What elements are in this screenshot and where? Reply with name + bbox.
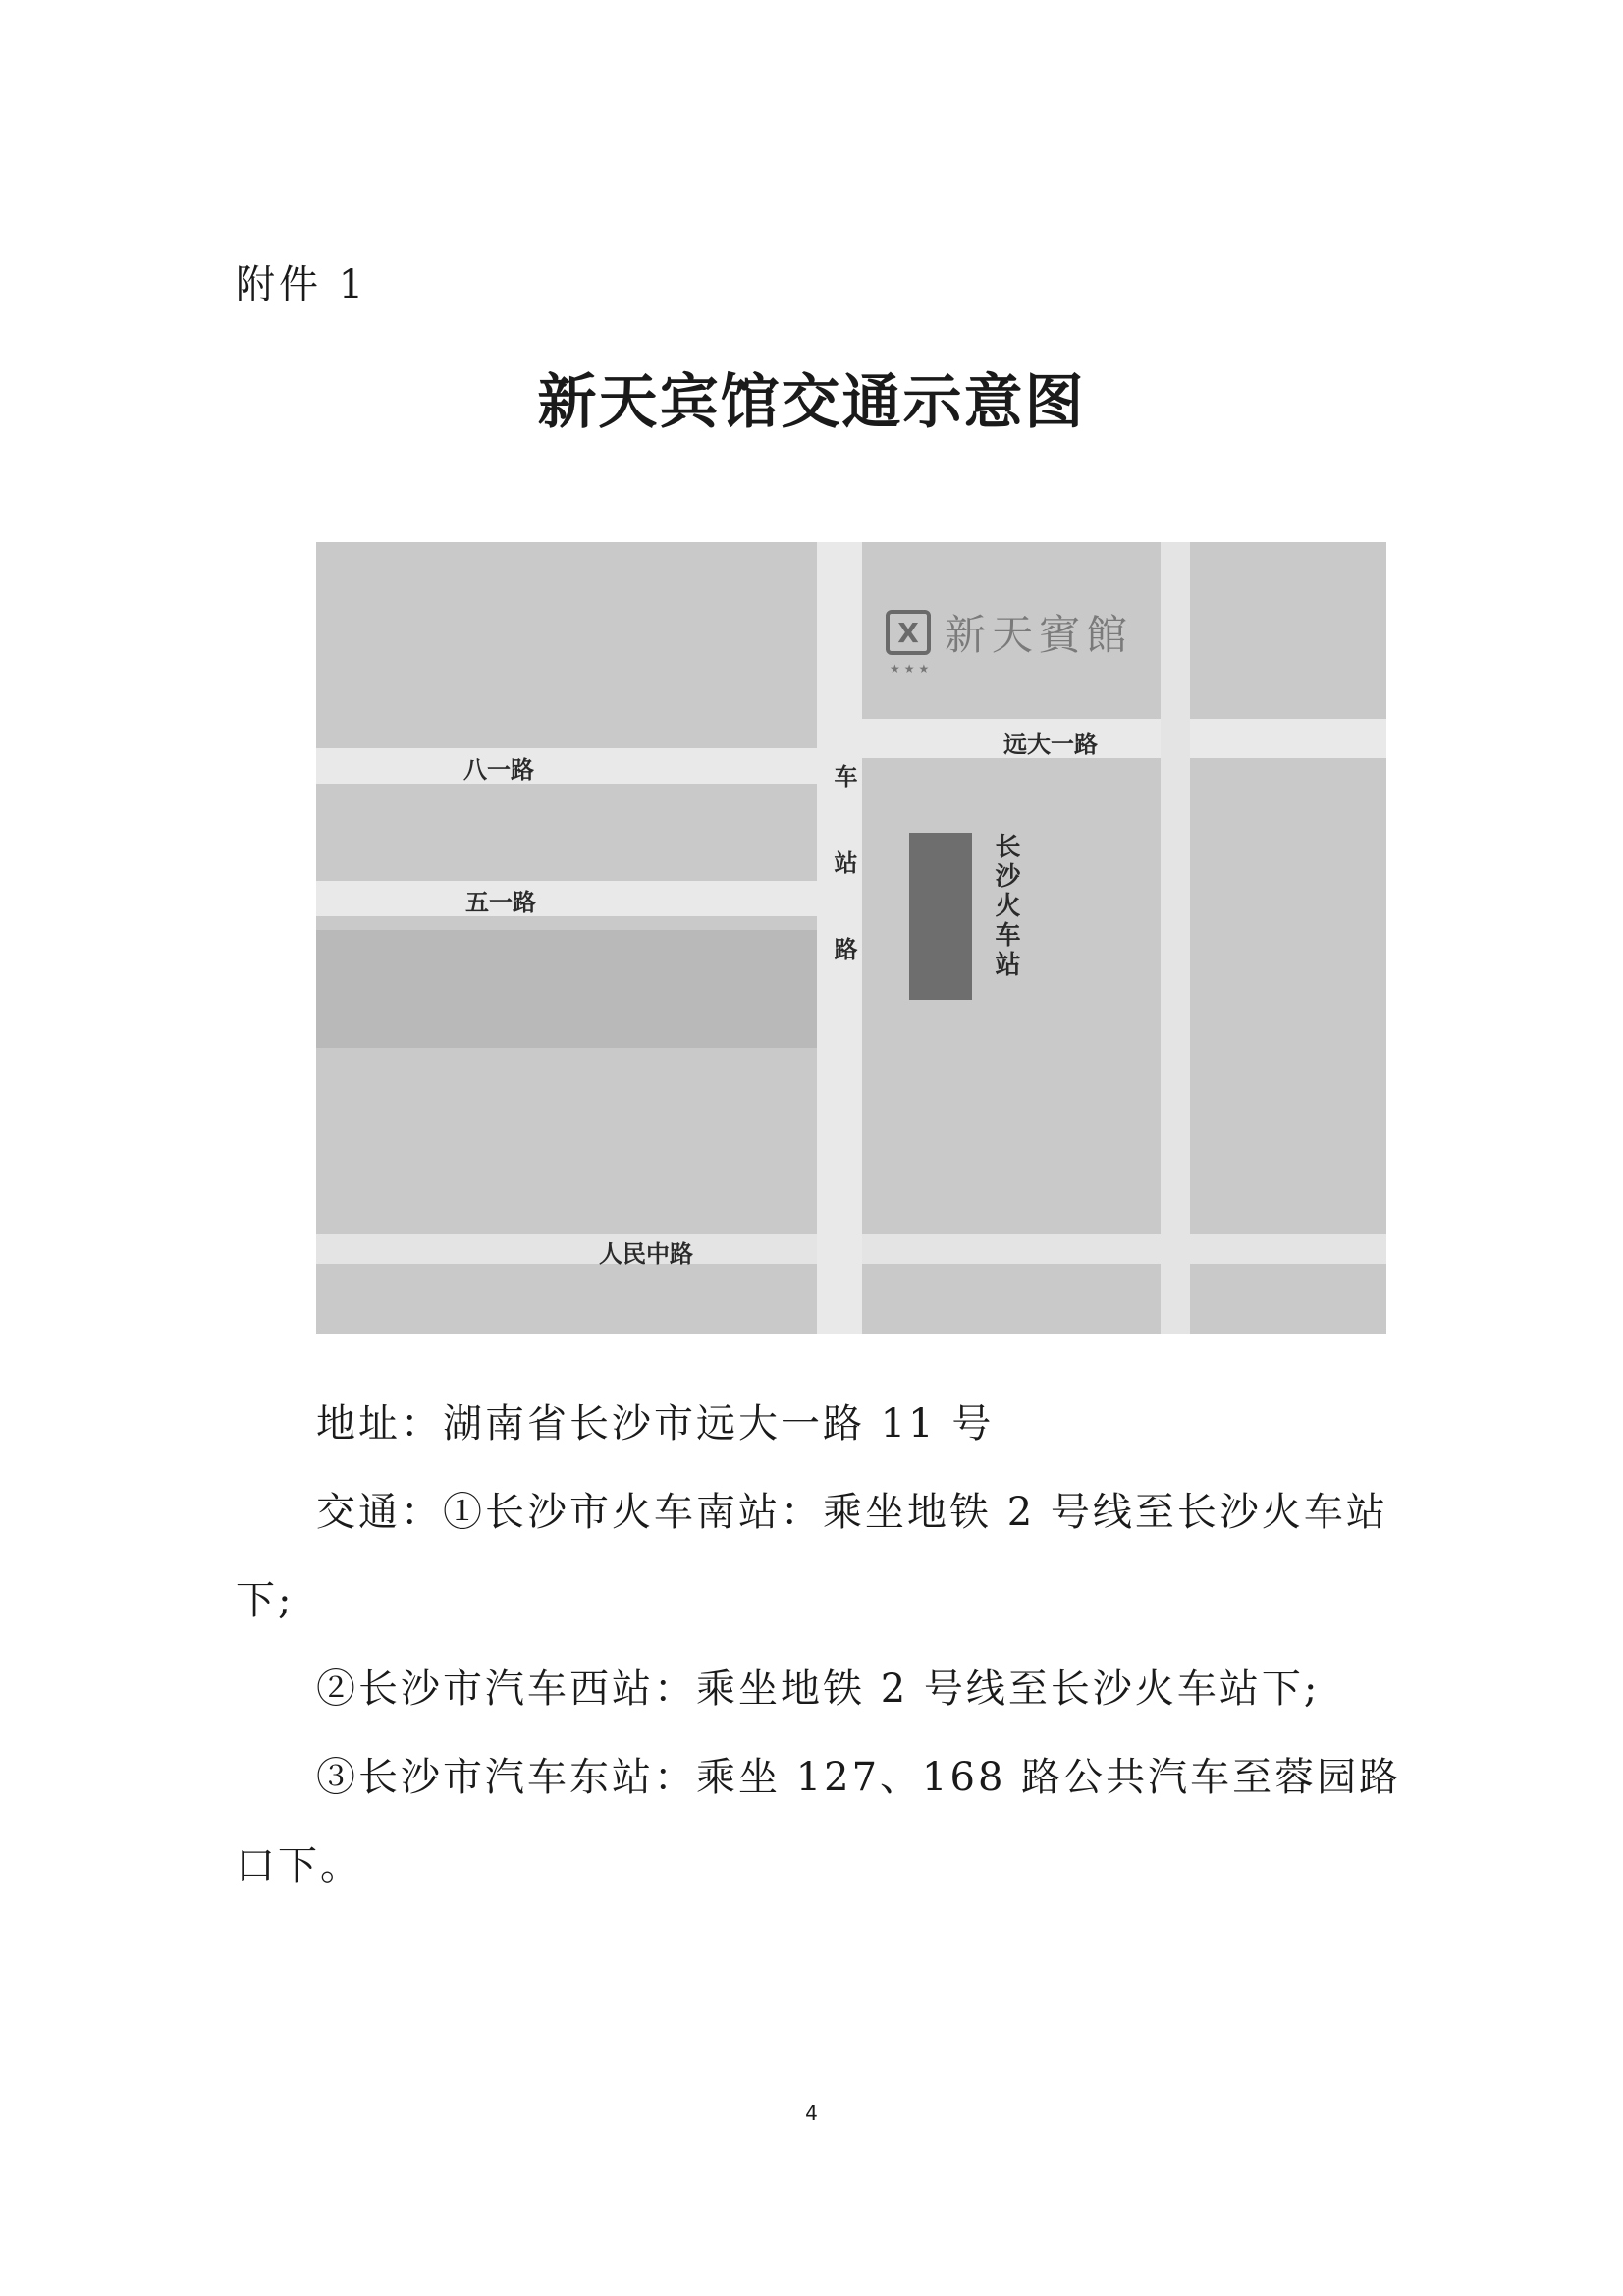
transport-line-1: 交通：①长沙市火车南站：乘坐地铁 2 号线至长沙火车站 xyxy=(316,1490,1388,1535)
hotel-logo-text: 新天賓館 xyxy=(945,611,1134,659)
document-title: 新天宾馆交通示意图 xyxy=(537,368,1086,437)
station-label: 长沙火车站 xyxy=(991,833,1020,980)
transport-line-2: ②长沙市汽车西站：乘坐地铁 2 号线至长沙火车站下; xyxy=(316,1667,1321,1712)
address-line: 地址：湖南省长沙市远大一路 11 号 xyxy=(316,1401,995,1447)
transport-line-1-continued: 下; xyxy=(236,1578,295,1623)
page-number: 4 xyxy=(805,2102,818,2125)
transport-line-3-continued: 口下。 xyxy=(236,1843,362,1888)
wuyi-road-shape xyxy=(316,881,837,916)
renmin-road-label: 人民中路 xyxy=(599,1240,693,1268)
east-road-shape xyxy=(1161,542,1190,1334)
bayi-road-shape xyxy=(316,748,837,784)
station-building xyxy=(909,833,972,1000)
yuanda-road-label: 远大一路 xyxy=(1003,731,1098,758)
bayi-road-label: 八一路 xyxy=(463,756,534,784)
wuyi-road-label: 五一路 xyxy=(465,889,536,916)
transport-line-3: ③长沙市汽车东站：乘坐 127、168 路公共汽车至蓉园路 xyxy=(316,1755,1402,1800)
hotel-stars: ★★★ xyxy=(890,662,934,676)
transport-map xyxy=(316,542,1386,1334)
annex-label: 附件 1 xyxy=(236,262,368,307)
map-block-dark xyxy=(316,930,827,1048)
chezhan-road-label: 车站路 xyxy=(830,764,857,1023)
hotel-logo-icon: X xyxy=(886,610,931,655)
hotel-logo xyxy=(886,603,1133,662)
yuanda-road-shape xyxy=(827,719,1386,758)
